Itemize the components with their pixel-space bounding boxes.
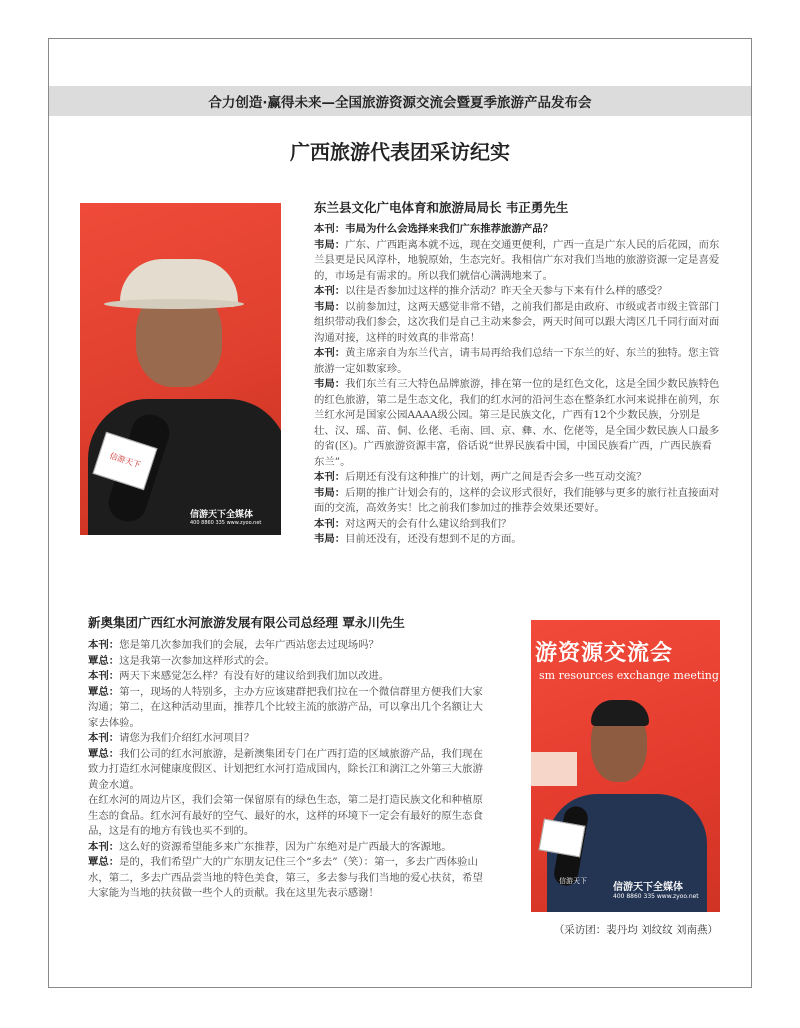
media-logo: [613, 878, 717, 900]
qa-item: 本刊：这么好的资源希望能多来广东推荐，因为广东绝对是广西最大的客源地。: [88, 840, 452, 853]
qa-item: 韦局：目前还没有，还没有想到不足的方面。: [314, 533, 522, 545]
interview-credit: （采访团：裴丹均 刘纹纹 刘南燕）: [553, 924, 718, 936]
media-logo: [190, 507, 276, 526]
qa-item: 覃总：这是我第一次参加这样形式的会。: [88, 654, 276, 667]
interview1-heading: 东兰县文化广电体育和旅游局局长 韦正勇先生: [314, 200, 569, 215]
backdrop-sign-en: sm resources exchange meeting: [539, 669, 719, 682]
interview1-qa: [314, 222, 720, 548]
qa-item: 覃总：我们公司的红水河旅游，是新澳集团专门在广西打造的区域旅游产品，我们现在致力打造红水河健康度假区、计划把红水河打造成国内，除长江和漓江之外第三大旅游黄金水道。: [88, 747, 483, 791]
qa-item: 覃总：第一，现场的人特别多，主办方应该建群把我们拉在一个微信群里方便我们大家沟通；第二，在这种活动里面，推荐几个比较主流的旅游产品，可以拿出几个名额让大家去体验。: [88, 685, 483, 729]
interview2-heading: 新奥集团广西红水河旅游发展有限公司总经理 覃永川先生: [88, 615, 405, 630]
media-logo-text: 信游天下全媒体: [190, 510, 254, 520]
interview1-photo: [80, 203, 281, 535]
mic-flag: 信游天下: [93, 432, 158, 491]
qa-item: 在红水河的周边片区，我们会第一保留原有的绿色生态，第二是打造民族文化和种植原生态的食品。红水河有最好的空气、最好的水，这样的环境下一定会有最好的原生态食品，这是有的地方有钱也买不到的。: [88, 794, 483, 837]
hair: [591, 700, 649, 726]
qa-item: 覃总：是的，我们希望广大的广东朋友记住三个“多去”（笑）：第一，多去广西体验山水，第二，多去广西品尝当地的特色美食，第三，多去参与我们当地的爱心扶贫，希望大家能为当地的扶贫做一些个人的贡献。我在这里先表示感谢！: [88, 856, 483, 899]
qa-item: 韦局：后期的推广计划会有的，这样的会议形式很好，我们能够与更多的旅行社直接面对面的交流，高效务实！比之前我们参加过的推荐会效果还要好。: [314, 486, 720, 514]
interview2-qa: [88, 638, 486, 902]
backdrop-board: [531, 752, 577, 786]
media-logo-sub: 400 8860 335 www.zyoo.net: [613, 893, 699, 900]
media-logo-sub: 400 8860 335 www.zyoo.net: [190, 520, 262, 526]
event-banner: 合力创造·赢得未来—全国旅游资源交流会暨夏季旅游产品发布会: [49, 86, 751, 116]
cap-brim: [104, 299, 244, 309]
backdrop-sign: 游资源交流会: [535, 641, 674, 666]
qa-item: 本刊：以往是否参加过这样的推介活动？昨天全天参与下来有什么样的感受？: [314, 285, 668, 297]
qa-item: 本刊：您是第几次参加我们的会展，去年广西站您去过现场吗？: [88, 639, 379, 651]
qa-item: 本刊：对这两天的会有什么建议给到我们？: [314, 517, 512, 530]
qa-item: 韦局：我们东兰有三大特色品牌旅游，排在第一位的是红色文化，这是全国少数民族特色的红色旅游，第二是生态文化，我们的红水河的沿河生态在整条红水河来说排在前列，东兰红水河是国家公园AAAA级公园。第三是民族文化，广西有12个少数民族，分别是壮、汉、瑶、苗、侗、仫佬、毛南、回、京、彝、水、仡佬等，是全国少数民族人口最多的省(区)。广西旅游资源丰富，俗话说“世界民族看中国，中国民族看广西，广西民族看东兰”。: [314, 378, 720, 468]
qa-item: 本刊：两天下来感觉怎么样？有没有好的建议给到我们加以改进。: [88, 670, 390, 682]
qa-item: 韦局：广东、广西距离本就不远，现在交通更便利，广西一直是广东人民的后花园，而东兰县更是民风淳朴，地貌原始，生态完好。我相信广东对我们当地的旅游资源一定是喜爱的，市场是有需求的。所以我们就信心满满地来了。: [314, 238, 720, 282]
mic-flag: [539, 819, 586, 858]
media-swirl-logo: 信游天下: [559, 877, 587, 885]
qa-item: 韦局：以前参加过，这两天感觉非常不错，之前我们都是由政府、市级或者市级主管部门组织带动我们参会，这次我们是自己主动来参会，两天时间可以跟大湾区几千同行面对面沟通对接，这样的时效真的非常高！: [314, 300, 720, 344]
qa-item: 本刊：黄主席亲自为东兰代言，请韦局再给我们总结一下东兰的好、东兰的独特。您主管旅游一定如数家珍。: [314, 347, 720, 375]
interview2-photo: [531, 620, 720, 912]
qa-item: 本刊：后期还有没有这种推广的计划，两广之间是否会多一些互动交流？: [314, 471, 647, 483]
media-logo-text: 信游天下全媒体: [613, 882, 683, 893]
qa-item: 本刊：请您为我们介绍红水河项目？: [88, 732, 255, 744]
page-title: 广西旅游代表团采访纪实: [290, 140, 510, 164]
qa-item: 本刊：韦局为什么会选择来我们广东推荐旅游产品？: [314, 223, 553, 235]
